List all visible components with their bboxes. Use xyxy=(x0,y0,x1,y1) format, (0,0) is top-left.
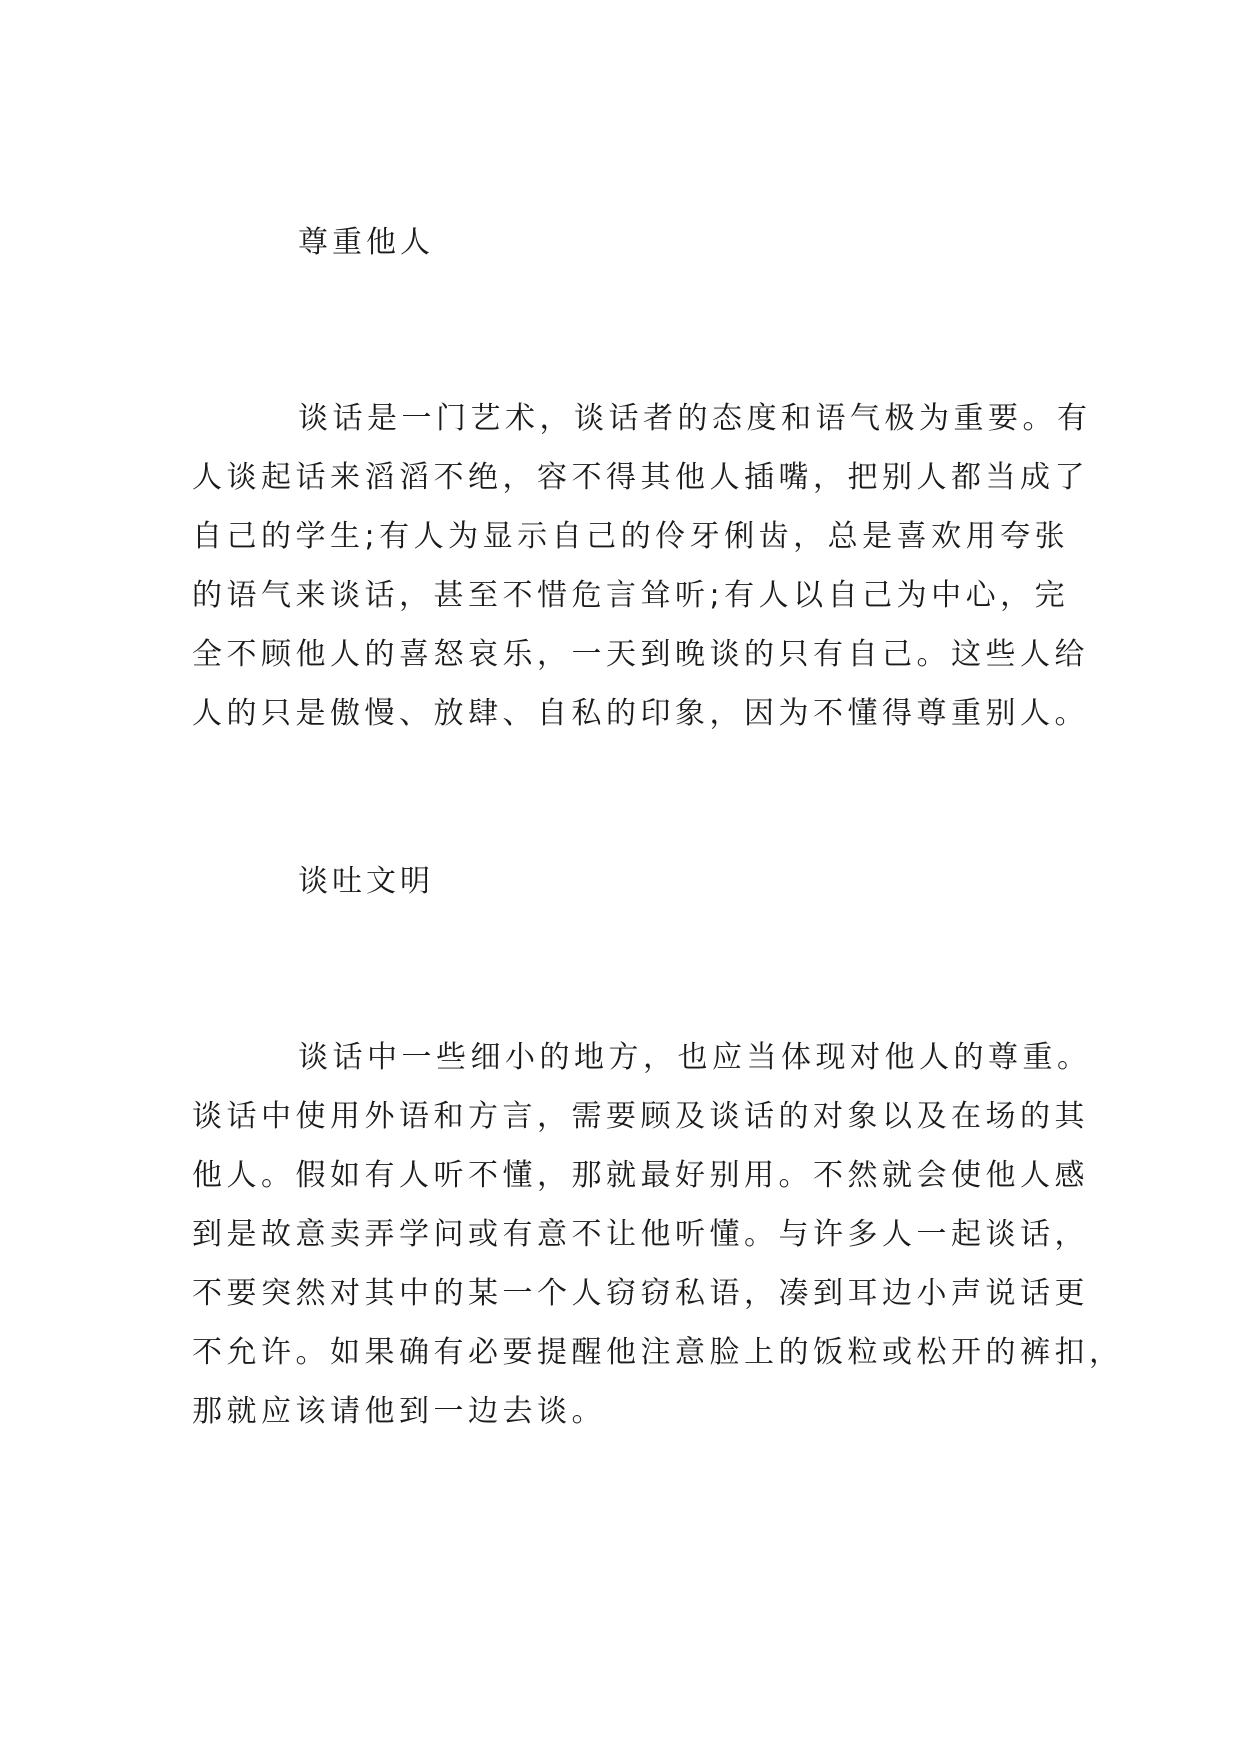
paragraph-line: 不要突然对其中的某一个人窃窃私语，凑到耳边小声说话更 xyxy=(192,1276,1089,1311)
paragraph-line: 他人。假如有人听不懂，那就最好别用。不然就会使他人感 xyxy=(192,1158,1089,1193)
paragraph-line: 谈话中使用外语和方言，需要顾及谈话的对象以及在场的其 xyxy=(192,1099,1089,1134)
paragraph-line: 不允许。如果确有必要提醒他注意脸上的饭粒或松开的裤扣， xyxy=(192,1335,1124,1370)
paragraph-line: 那就应该请他到一边去谈。 xyxy=(192,1394,606,1429)
paragraph-line: 到是故意卖弄学问或有意不让他听懂。与许多人一起谈话， xyxy=(192,1217,1089,1252)
section-heading-civil-speech: 谈吐文明 xyxy=(298,864,434,899)
paragraph-respect xyxy=(192,389,1092,743)
section-heading-respect: 尊重他人 xyxy=(298,225,434,260)
paragraph-line: 谈话是一门艺术，谈话者的态度和语气极为重要。有 xyxy=(298,401,1092,436)
paragraph-line: 自己的学生;有人为显示自己的伶牙俐齿，总是喜欢用夸张 xyxy=(192,519,1070,554)
paragraph-line: 的语气来谈话，甚至不惜危言耸听;有人以自己为中心，完 xyxy=(192,578,1070,613)
paragraph-line: 全不顾他人的喜怒哀乐，一天到晚谈的只有自己。这些人给 xyxy=(192,637,1089,672)
paragraph-line: 人谈起话来滔滔不绝，容不得其他人插嘴，把别人都当成了 xyxy=(192,460,1089,495)
paragraph-line: 谈话中一些细小的地方，也应当体现对他人的尊重。 xyxy=(298,1040,1092,1075)
paragraph-civil-speech xyxy=(192,1028,1124,1441)
paragraph-line: 人的只是傲慢、放肆、自私的印象，因为不懂得尊重别人。 xyxy=(192,696,1089,731)
